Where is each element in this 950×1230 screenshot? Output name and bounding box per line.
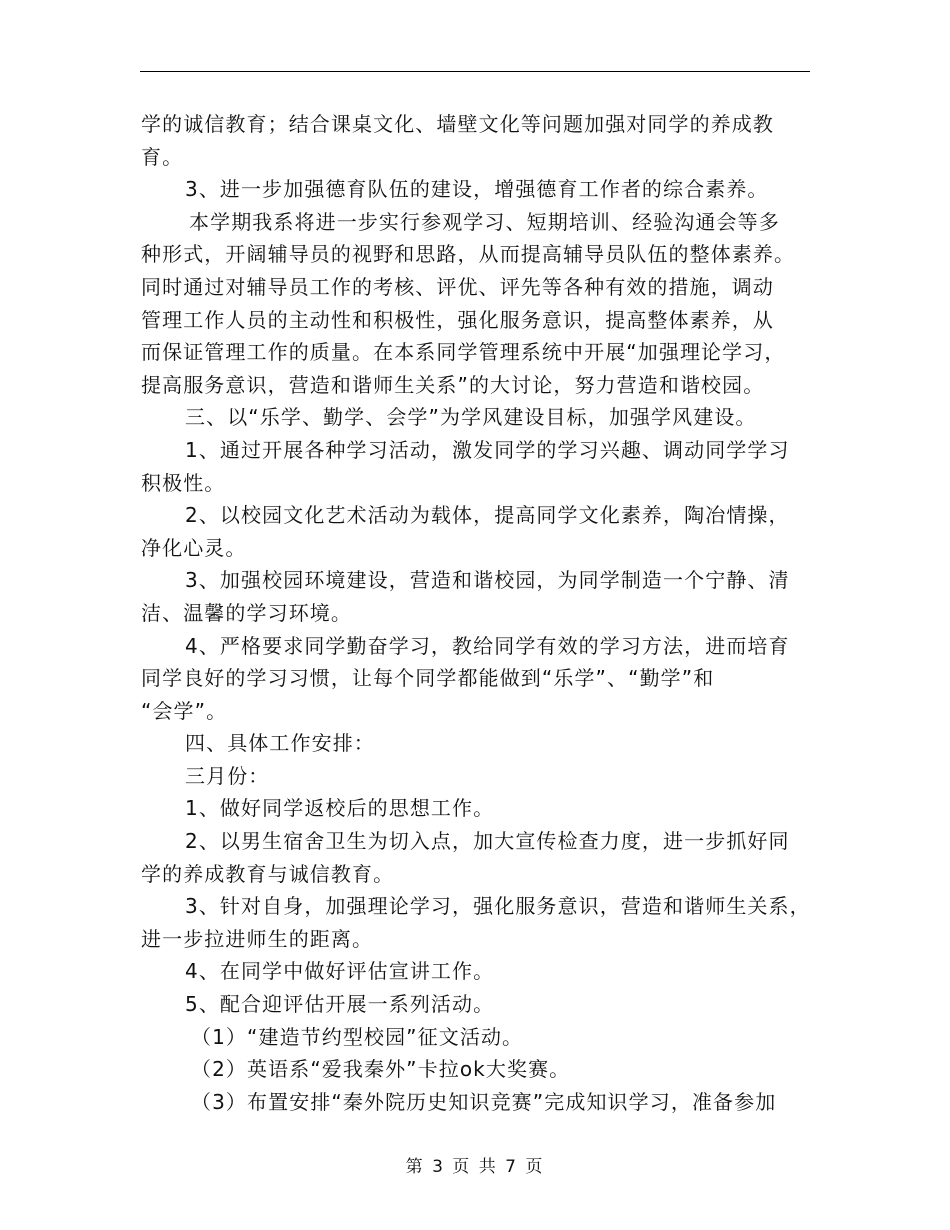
paragraph-line: 2、以男生宿舍卫生为切入点，加大宣传检查力度，进一步抓好同	[185, 829, 790, 854]
paragraph-line: 洁、温馨的学习环境。	[141, 600, 352, 625]
paragraph-line: 积极性。	[141, 470, 226, 495]
paragraph-line: 管理工作人员的主动性和积极性，强化服务意识，提高整体素养，从	[141, 307, 774, 332]
header-rule	[140, 71, 810, 72]
section-heading: 三、以“乐学、勤学、会学”为学风建设目标，加强学风建设。	[185, 405, 757, 430]
list-item: （1）“建造节约型校园”征文活动。	[191, 1024, 524, 1049]
paragraph-line: 学的诚信教育；结合课桌文化、墙壁文化等问题加强对同学的养成教	[141, 112, 774, 136]
paragraph-line: 1、做好同学返校后的思想工作。	[185, 796, 495, 821]
subsection-heading: 三月份：	[185, 763, 270, 788]
paragraph-line: 3、加强校园环境建设，营造和谐校园，为同学制造一个宁静、清	[185, 568, 790, 593]
paragraph-line: 而保证管理工作的质量。在本系同学管理系统中开展“加强理论学习，	[141, 340, 786, 365]
paragraph-line: 3、针对自身，加强理论学习，强化服务意识，营造和谐师生关系，	[185, 894, 811, 919]
paragraph-line: 2、以校园文化艺术活动为载体，提高同学文化素养，陶冶情操，	[185, 503, 790, 528]
list-item: （2）英语系“爱我秦外”卡拉ok大奖赛。	[191, 1057, 571, 1082]
page-footer	[0, 1152, 950, 1177]
paragraph-line: 育。	[141, 144, 184, 169]
paragraph-line: 同学良好的学习习惯，让每个同学都能做到“乐学”、“勤学”和	[141, 666, 715, 691]
paragraph-line: 3、进一步加强德育队伍的建设，增强德育工作者的综合素养。	[185, 177, 769, 202]
body-text	[141, 108, 816, 1118]
paragraph-line: 种形式，开阔辅导员的视野和思路，从而提高辅导员队伍的整体素养。	[141, 242, 796, 267]
paragraph-line: 本学期我系将进一步实行参观学习、短期培训、经验沟通会等多	[189, 209, 780, 234]
paragraph-line: 4、在同学中做好评估宣讲工作。	[185, 959, 495, 984]
list-item: （3）布置安排“秦外院历史知识竞赛”完成知识学习，准备参加	[191, 1089, 777, 1114]
page-number-label: 第 3 页 共 7 页	[405, 1157, 545, 1177]
section-heading: 四、具体工作安排：	[185, 731, 375, 756]
paragraph-line: 1、通过开展各种学习活动，激发同学的学习兴趣、调动同学学习	[185, 437, 790, 462]
paragraph-line: 提高服务意识，营造和谐师生关系”的大讨论，努力营造和谐校园。	[141, 372, 765, 397]
paragraph-line: “会学”。	[141, 698, 228, 723]
paragraph-line: 学的养成教育与诚信教育。	[141, 861, 395, 886]
paragraph-line: 净化心灵。	[141, 535, 247, 560]
paragraph-line: 5、配合迎评估开展一系列活动。	[185, 992, 495, 1017]
paragraph-line: 4、严格要求同学勤奋学习，教给同学有效的学习方法，进而培育	[185, 633, 790, 658]
paragraph-line: 进一步拉进师生的距离。	[141, 926, 374, 951]
paragraph-line: 同时通过对辅导员工作的考核、评优、评先等各种有效的措施，调动	[141, 274, 774, 299]
